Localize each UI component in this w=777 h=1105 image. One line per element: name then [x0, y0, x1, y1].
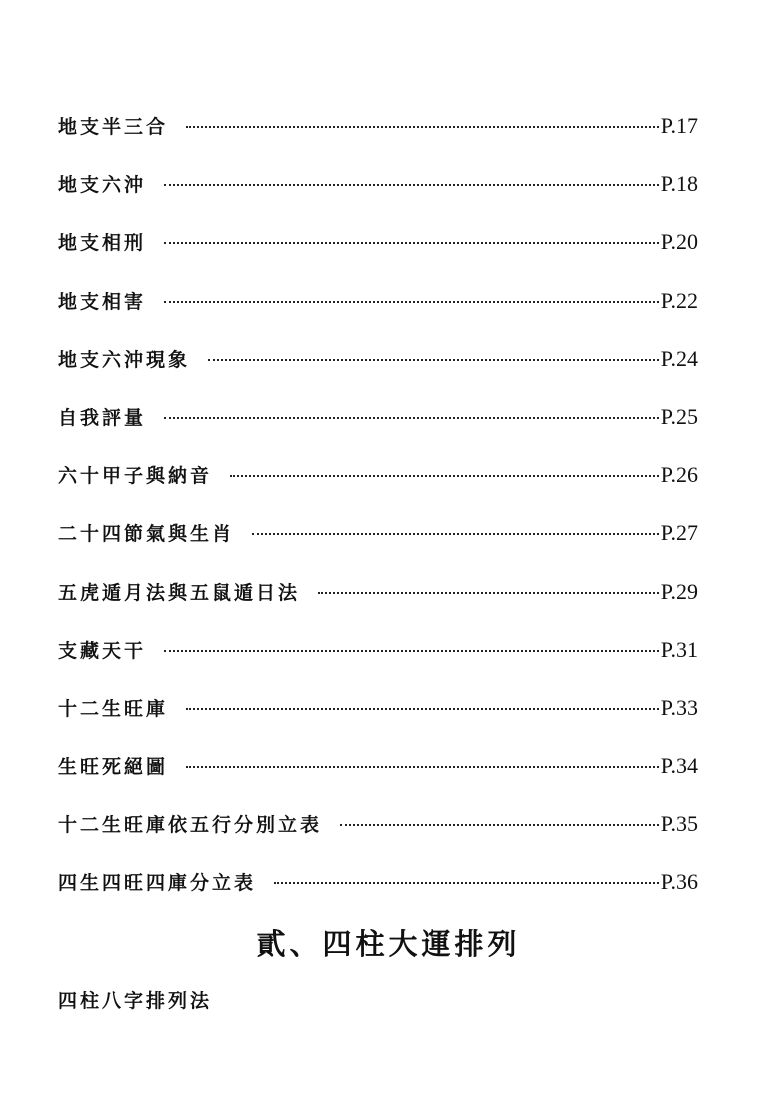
toc-entry[interactable]	[58, 112, 698, 170]
toc-entry[interactable]	[58, 752, 698, 810]
toc-entry[interactable]	[58, 287, 698, 345]
toc-entry[interactable]	[58, 170, 698, 228]
toc-entry[interactable]	[58, 461, 698, 519]
toc-entry-title: 地支六沖	[58, 174, 147, 197]
toc-entry-page: P.24	[660, 345, 698, 371]
toc-dot-leader	[164, 184, 659, 186]
toc-entry-page: P.33	[660, 694, 698, 720]
toc-dot-leader	[274, 882, 659, 884]
toc-dot-leader	[318, 592, 659, 594]
toc-dot-leader	[186, 766, 659, 768]
toc-entry[interactable]	[58, 228, 698, 286]
toc-entry[interactable]	[58, 694, 698, 752]
toc-entry-page: P.35	[660, 811, 698, 837]
toc-dot-leader	[164, 242, 659, 244]
section-heading: 貳、四柱大運排列	[256, 927, 521, 961]
toc-entry[interactable]	[58, 578, 698, 636]
toc-entry-page: P.34	[660, 753, 698, 779]
toc-entry-page: P.20	[660, 229, 698, 255]
toc-entry-page: P.17	[660, 113, 698, 138]
table-of-contents	[58, 112, 698, 927]
toc-entry-title: 地支六沖現象	[58, 348, 191, 371]
toc-entry-title: 十二生旺庫依五行分別立表	[58, 814, 323, 837]
toc-entry[interactable]	[58, 636, 698, 694]
toc-dot-leader	[164, 417, 659, 419]
toc-entry-title: 四生四旺四庫分立表	[58, 872, 257, 895]
toc-entry-page: P.31	[660, 636, 698, 662]
toc-entry-title: 生旺死絕圖	[58, 756, 169, 779]
toc-entry-title: 六十甲子與納音	[58, 465, 213, 488]
toc-dot-leader	[164, 301, 659, 303]
toc-entry-title: 五虎遁月法與五鼠遁日法	[58, 581, 301, 604]
toc-entry[interactable]	[58, 868, 698, 926]
toc-entry-page: P.27	[660, 520, 698, 546]
toc-entry[interactable]	[58, 810, 698, 868]
toc-entry-page: P.29	[660, 578, 698, 604]
toc-dot-leader	[230, 475, 659, 477]
toc-entry-title: 地支半三合	[58, 116, 169, 138]
toc-dot-leader	[164, 650, 659, 652]
toc-entry[interactable]	[58, 519, 698, 577]
toc-entry-title: 地支相刑	[58, 232, 147, 255]
toc-entry-page: P.26	[660, 462, 698, 488]
toc-entry-page: P.25	[660, 403, 698, 429]
section-item[interactable]: 四柱八字排列法	[58, 990, 213, 1012]
toc-entry-page: P.18	[660, 171, 698, 197]
toc-dot-leader	[186, 708, 659, 710]
toc-entry-page: P.36	[660, 869, 698, 895]
toc-dot-leader	[252, 533, 659, 535]
toc-entry-title: 地支相害	[58, 290, 147, 313]
toc-entry-title: 十二生旺庫	[58, 697, 169, 720]
toc-dot-leader	[340, 824, 659, 826]
toc-entry[interactable]	[58, 403, 698, 461]
toc-entry-title: 二十四節氣與生肖	[58, 523, 235, 546]
toc-entry-title: 支藏天干	[58, 639, 147, 662]
toc-dot-leader	[208, 359, 659, 361]
toc-entry[interactable]	[58, 345, 698, 403]
toc-dot-leader	[186, 126, 659, 128]
toc-entry-title: 自我評量	[58, 406, 147, 429]
toc-entry-page: P.22	[660, 287, 698, 313]
